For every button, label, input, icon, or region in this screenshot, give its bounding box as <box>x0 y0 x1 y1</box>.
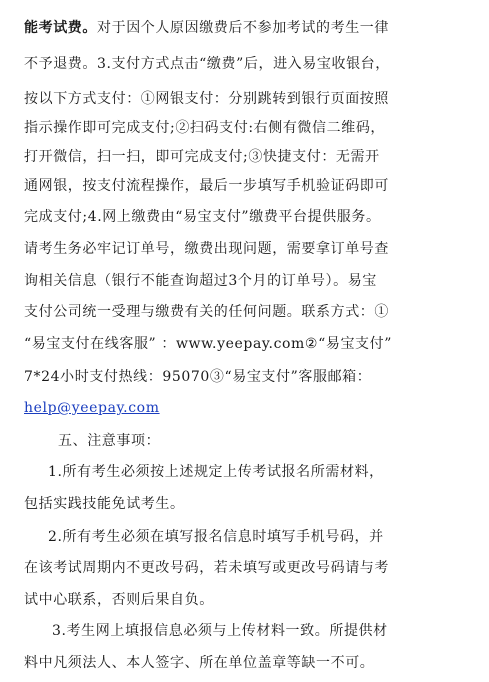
paragraph-line-10: 支付公司统一受理与缴费有关的任何问题。联系方式：① <box>24 304 389 320</box>
notice-item-3-line-1: 3.考生网上填报信息必须与上传材料一致。所提供材 <box>52 623 388 639</box>
notice-item-2-line-1: 2.所有考生必须在填写报名信息时填写手机号码，并 <box>48 529 384 545</box>
section-heading: 五、注意事项： <box>58 433 161 449</box>
paragraph-line-7: 完成支付;4.网上缴费由“易宝支付”缴费平台提供服务。 <box>24 209 381 225</box>
notice-item-1-line-1: 1.所有考生必须按上述规定上传考试报名所需材料， <box>48 464 384 480</box>
paragraph-line-1 <box>24 18 474 38</box>
paragraph-line-5: 打开微信，扫一扫，即可完成支付;③快捷支付：无需开 <box>24 149 380 165</box>
paragraph-line-11: “易宝支付在线客服” ：www.yeepay.com②“易宝支付” <box>24 336 393 352</box>
email-line <box>24 398 474 418</box>
paragraph-line-8: 请考生务必牢记订单号，缴费出现问题，需要拿订单号查 <box>24 241 389 257</box>
email-link[interactable]: help@yeepay.com <box>24 400 160 416</box>
paragraph-line-6: 通网银，按支付流程操作，最后一步填写手机验证码即可 <box>24 178 389 194</box>
paragraph-line-2: 不予退费。3.支付方式点击“缴费”后，进入易宝收银台， <box>24 56 390 72</box>
paragraph-line-9: 询相关信息（银行不能查询超过3个月的订单号）。易宝 <box>24 273 377 289</box>
notice-item-2-line-2: 在该考试周期内不更改号码，若未填写或更改号码请与考 <box>24 560 389 576</box>
line-text: 对于因个人原因缴费后不参加考试的考生一律 <box>97 20 389 36</box>
notice-item-2-line-3: 试中心联系，否则后果自负。 <box>24 592 214 608</box>
bold-phrase: 能考试费。 <box>24 20 97 36</box>
paragraph-line-3: 按以下方式支付：①网银支付：分别跳转到银行页面按照 <box>24 91 389 107</box>
paragraph-line-12: 7*24小时支付热线：95070③“易宝支付”客服邮箱： <box>24 369 372 385</box>
notice-item-1-line-2: 包括实践技能免试考生。 <box>24 496 185 512</box>
paragraph-line-4: 指示操作即可完成支付;②扫码支付:右侧有微信二维码， <box>24 120 386 136</box>
notice-item-3-line-2: 料中凡须法人、本人签字、所在单位盖章等缺一不可。 <box>24 655 375 671</box>
